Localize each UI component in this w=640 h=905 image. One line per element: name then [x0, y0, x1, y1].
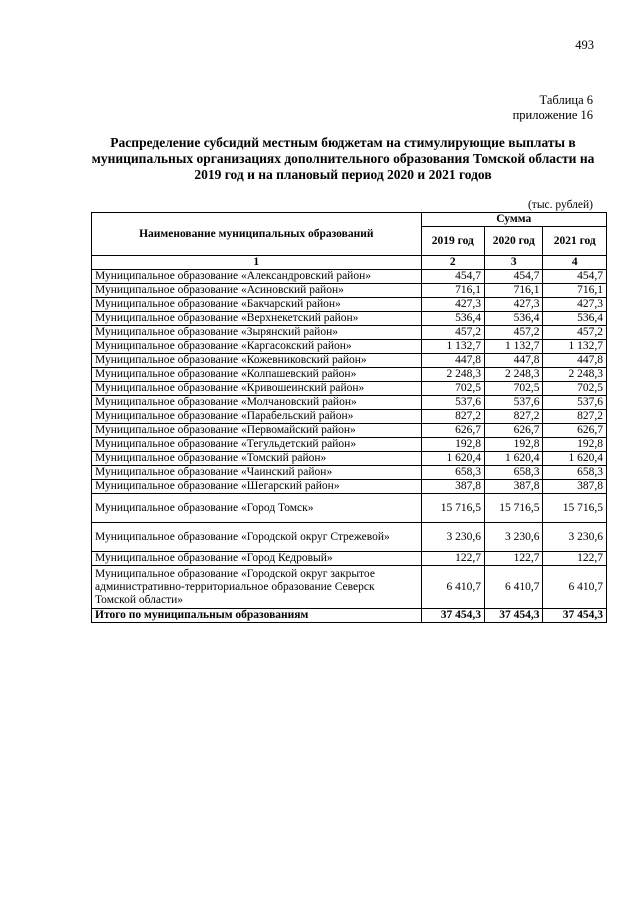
value-2019: 626,7	[421, 424, 484, 438]
value-2019: 827,2	[421, 410, 484, 424]
header-2019: 2019 год	[421, 227, 484, 256]
value-2021: 536,4	[543, 312, 607, 326]
value-2020: 702,5	[485, 382, 543, 396]
header-2020: 2020 год	[485, 227, 543, 256]
value-2021: 192,8	[543, 438, 607, 452]
value-2020: 2 248,3	[485, 368, 543, 382]
value-2020: 447,8	[485, 354, 543, 368]
table-row	[92, 438, 607, 452]
value-2019: 658,3	[421, 466, 484, 480]
table-row	[92, 410, 607, 424]
value-2020: 536,4	[485, 312, 543, 326]
municipality-name: Муниципальное образование «Бакчарский район»	[92, 298, 422, 312]
value-2019: 536,4	[421, 312, 484, 326]
value-2021: 658,3	[543, 466, 607, 480]
col-index: 1	[92, 256, 422, 270]
value-2021: 716,1	[543, 284, 607, 298]
value-2020: 192,8	[485, 438, 543, 452]
value-2019: 387,8	[421, 480, 484, 494]
value-2021: 454,7	[543, 270, 607, 284]
municipality-name: Муниципальное образование «Александровский район»	[92, 270, 422, 284]
value-2021: 1 132,7	[543, 340, 607, 354]
value-2020: 1 620,4	[485, 452, 543, 466]
value-2021: 537,6	[543, 396, 607, 410]
municipality-name: Муниципальное образование «Парабельский район»	[92, 410, 422, 424]
value-2020: 1 132,7	[485, 340, 543, 354]
value-2021: 626,7	[543, 424, 607, 438]
value-2021: 2 248,3	[543, 368, 607, 382]
value-2021: 1 620,4	[543, 452, 607, 466]
value-2019: 447,8	[421, 354, 484, 368]
table-row	[92, 523, 607, 552]
page-number: 493	[575, 38, 594, 52]
table-row	[92, 382, 607, 396]
municipality-name: Муниципальное образование «Молчановский район»	[92, 396, 422, 410]
col-index: 3	[485, 256, 543, 270]
value-2020: 537,6	[485, 396, 543, 410]
table-row	[92, 494, 607, 523]
table-row	[92, 424, 607, 438]
municipality-name: Муниципальное образование «Тегульдетский район»	[92, 438, 422, 452]
value-2021: 6 410,7	[543, 566, 607, 609]
municipality-name: Муниципальное образование «Кожевниковский район»	[92, 354, 422, 368]
table-ref: Таблица 6	[539, 93, 593, 107]
value-2020: 122,7	[485, 552, 543, 566]
table-row	[92, 396, 607, 410]
value-2021: 3 230,6	[543, 523, 607, 552]
table-row	[92, 312, 607, 326]
table-row	[92, 480, 607, 494]
value-2021: 702,5	[543, 382, 607, 396]
municipality-name: Муниципальное образование «Первомайский район»	[92, 424, 422, 438]
value-2021: 122,7	[543, 552, 607, 566]
total-2021: 37 454,3	[543, 609, 607, 623]
table-row	[92, 354, 607, 368]
value-2019: 537,6	[421, 396, 484, 410]
value-2019: 716,1	[421, 284, 484, 298]
table-row	[92, 466, 607, 480]
value-2020: 454,7	[485, 270, 543, 284]
value-2020: 387,8	[485, 480, 543, 494]
table-row	[92, 368, 607, 382]
value-2019: 457,2	[421, 326, 484, 340]
table-row	[92, 298, 607, 312]
table-row	[92, 452, 607, 466]
table-row	[92, 340, 607, 354]
value-2021: 827,2	[543, 410, 607, 424]
municipality-name: Муниципальное образование «Томский район»	[92, 452, 422, 466]
municipality-name: Муниципальное образование «Кривошеинский район»	[92, 382, 422, 396]
value-2019: 1 620,4	[421, 452, 484, 466]
value-2021: 447,8	[543, 354, 607, 368]
municipality-name: Муниципальное образование «Асиновский район»	[92, 284, 422, 298]
table-row	[92, 566, 607, 609]
municipality-name: Муниципальное образование «Верхнекетский район»	[92, 312, 422, 326]
value-2019: 3 230,6	[421, 523, 484, 552]
value-2020: 716,1	[485, 284, 543, 298]
value-2019: 1 132,7	[421, 340, 484, 354]
value-2020: 15 716,5	[485, 494, 543, 523]
value-2020: 827,2	[485, 410, 543, 424]
municipality-name: Муниципальное образование «Чаинский район»	[92, 466, 422, 480]
value-2019: 454,7	[421, 270, 484, 284]
municipality-name: Муниципальное образование «Колпашевский район»	[92, 368, 422, 382]
header-2021: 2021 год	[543, 227, 607, 256]
value-2021: 457,2	[543, 326, 607, 340]
municipality-name: Муниципальное образование «Шегарский район»	[92, 480, 422, 494]
table-row	[92, 270, 607, 284]
value-2020: 427,3	[485, 298, 543, 312]
municipality-name: Муниципальное образование «Каргасокский район»	[92, 340, 422, 354]
value-2019: 15 716,5	[421, 494, 484, 523]
value-2020: 6 410,7	[485, 566, 543, 609]
municipality-name: Муниципальное образование «Город Томск»	[92, 494, 422, 523]
municipality-name: Муниципальное образование «Городской округ Стрежевой»	[92, 523, 422, 552]
subsidy-table	[91, 212, 607, 623]
appendix-ref: приложение 16	[512, 108, 593, 122]
value-2019: 122,7	[421, 552, 484, 566]
value-2021: 427,3	[543, 298, 607, 312]
value-2021: 387,8	[543, 480, 607, 494]
value-2019: 192,8	[421, 438, 484, 452]
value-2019: 702,5	[421, 382, 484, 396]
table-row	[92, 552, 607, 566]
total-2019: 37 454,3	[421, 609, 484, 623]
value-2019: 6 410,7	[421, 566, 484, 609]
value-2020: 626,7	[485, 424, 543, 438]
value-2020: 457,2	[485, 326, 543, 340]
units-label: (тыс. рублей)	[527, 199, 593, 211]
col-index: 4	[543, 256, 607, 270]
value-2019: 2 248,3	[421, 368, 484, 382]
value-2020: 658,3	[485, 466, 543, 480]
header-sum: Сумма	[421, 213, 606, 227]
total-row	[92, 609, 607, 623]
municipality-name: Муниципальное образование «Городской округ закрытое административно-территориальное образование Северск Томской области»	[92, 566, 422, 609]
document-title: Распределение субсидий местным бюджетам на стимулирующие выплаты в муниципальных организациях дополнительного образования Томской области на 2019 год и на плановый период 2020 и 2021 годов	[91, 135, 595, 182]
value-2021: 15 716,5	[543, 494, 607, 523]
total-label: Итого по муниципальным образованиям	[92, 609, 422, 623]
table-row	[92, 326, 607, 340]
value-2020: 3 230,6	[485, 523, 543, 552]
table-row	[92, 284, 607, 298]
municipality-name: Муниципальное образование «Город Кедровый»	[92, 552, 422, 566]
value-2019: 427,3	[421, 298, 484, 312]
header-name-col: Наименование муниципальных образований	[92, 213, 422, 256]
total-2020: 37 454,3	[485, 609, 543, 623]
municipality-name: Муниципальное образование «Зырянский район»	[92, 326, 422, 340]
col-index: 2	[421, 256, 484, 270]
